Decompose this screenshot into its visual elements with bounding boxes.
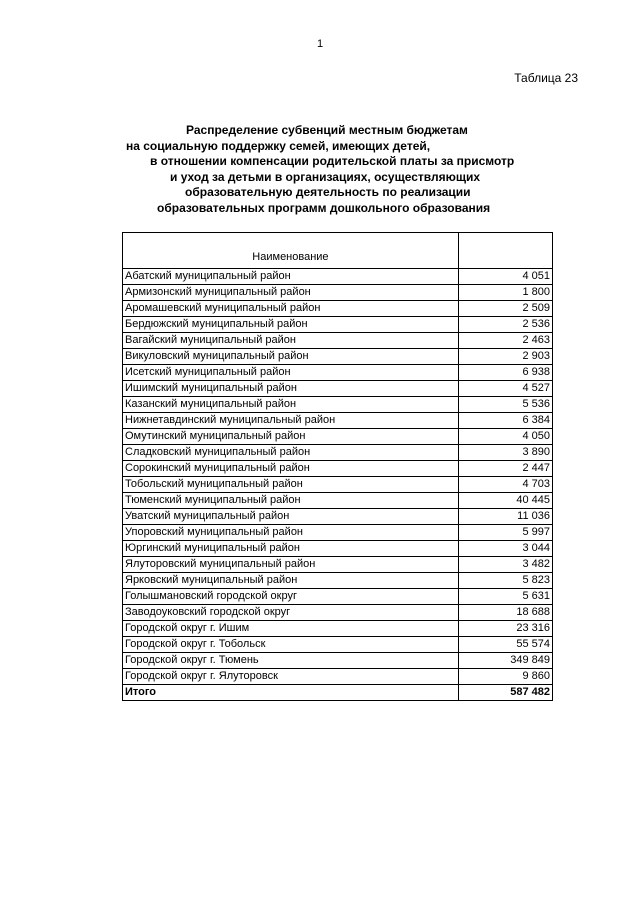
row-name: Городской округ г. Ялуторовск — [123, 669, 459, 685]
table-body — [123, 269, 553, 701]
page-number: 1 — [316, 38, 324, 50]
table-row — [123, 541, 553, 557]
row-name: Городской округ г. Тобольск — [123, 637, 459, 653]
header-name: Наименование — [123, 233, 459, 269]
table-row — [123, 477, 553, 493]
row-value: 4 527 — [458, 381, 552, 397]
row-value: 5 997 — [458, 525, 552, 541]
table-row — [123, 349, 553, 365]
title-line: образовательных программ дошкольного образования — [157, 200, 491, 215]
row-value: 6 938 — [458, 365, 552, 381]
title-line: в отношении компенсации родительской платы за присмотр — [150, 154, 515, 168]
table-row — [123, 301, 553, 317]
row-name: Нижнетавдинский муниципальный район — [123, 413, 459, 429]
row-value: 4 050 — [458, 429, 552, 445]
table-row — [123, 397, 553, 413]
row-name: Городской округ г. Тюмень — [123, 653, 459, 669]
table-row — [123, 589, 553, 605]
row-value: 11 036 — [458, 509, 552, 525]
row-name: Армизонский муниципальный район — [123, 285, 459, 301]
table-row — [123, 605, 553, 621]
table-row — [123, 461, 553, 477]
row-value: 2 903 — [458, 349, 552, 365]
title-line: и уход за детьми в организациях, осуществляющих — [170, 169, 481, 184]
row-value: 1 800 — [458, 285, 552, 301]
table-row — [123, 637, 553, 653]
row-value: 9 860 — [458, 669, 552, 685]
title-line: Распределение субвенций местным бюджетам — [186, 123, 468, 137]
table-row — [123, 653, 553, 669]
row-value: 3 890 — [458, 445, 552, 461]
row-name: Ишимский муниципальный район — [123, 381, 459, 397]
row-value: 3 044 — [458, 541, 552, 557]
table-row — [123, 669, 553, 685]
table-row — [123, 429, 553, 445]
table-row — [123, 413, 553, 429]
table-header-row — [123, 233, 553, 269]
row-name: Исетский муниципальный район — [123, 365, 459, 381]
table-row — [123, 317, 553, 333]
row-value: 18 688 — [458, 605, 552, 621]
row-name: Сорокинский муниципальный район — [123, 461, 459, 477]
table-row — [123, 381, 553, 397]
row-name: Бердюжский муниципальный район — [123, 317, 459, 333]
row-value: 349 849 — [458, 653, 552, 669]
row-value: 4 051 — [458, 269, 552, 285]
row-name: Ярковский муниципальный район — [123, 573, 459, 589]
row-name: Казанский муниципальный район — [123, 397, 459, 413]
table-row — [123, 557, 553, 573]
row-name: Юргинский муниципальный район — [123, 541, 459, 557]
row-name: Аромашевский муниципальный район — [123, 301, 459, 317]
document-title — [110, 123, 550, 216]
row-value: 4 703 — [458, 477, 552, 493]
row-name: Городской округ г. Ишим — [123, 621, 459, 637]
row-value: 40 445 — [458, 493, 552, 509]
table-row — [123, 493, 553, 509]
total-value: 587 482 — [458, 685, 552, 701]
row-name: Ялуторовский муниципальный район — [123, 557, 459, 573]
row-name: Сладковский муниципальный район — [123, 445, 459, 461]
row-name: Упоровский муниципальный район — [123, 525, 459, 541]
table-row — [123, 573, 553, 589]
row-value: 5 823 — [458, 573, 552, 589]
row-value: 5 536 — [458, 397, 552, 413]
row-name: Вагайский муниципальный район — [123, 333, 459, 349]
row-name: Заводоуковский городской округ — [123, 605, 459, 621]
table-row — [123, 525, 553, 541]
total-label: Итого — [123, 685, 459, 701]
table-row — [123, 333, 553, 349]
row-value: 2 509 — [458, 301, 552, 317]
table-row — [123, 365, 553, 381]
row-value: 3 482 — [458, 557, 552, 573]
title-line: на социальную поддержку семей, имеющих детей, — [126, 138, 431, 153]
subsidy-table — [122, 232, 553, 701]
row-value: 2 447 — [458, 461, 552, 477]
row-name: Абатский муниципальный район — [123, 269, 459, 285]
table-row — [123, 621, 553, 637]
total-row — [123, 685, 553, 701]
row-name: Викуловский муниципальный район — [123, 349, 459, 365]
row-name: Голышмановский городской округ — [123, 589, 459, 605]
table-row — [123, 269, 553, 285]
row-value: 2 463 — [458, 333, 552, 349]
row-value: 5 631 — [458, 589, 552, 605]
row-value: 6 384 — [458, 413, 552, 429]
row-value: 2 536 — [458, 317, 552, 333]
row-value: 23 316 — [458, 621, 552, 637]
row-name: Тобольский муниципальный район — [123, 477, 459, 493]
row-name: Омутинский муниципальный район — [123, 429, 459, 445]
row-name: Тюменский муниципальный район — [123, 493, 459, 509]
table-row — [123, 285, 553, 301]
table-label: Таблица 23 — [514, 71, 578, 85]
header-value — [458, 233, 552, 269]
title-line: образовательную деятельность по реализации — [185, 185, 471, 199]
table-row — [123, 509, 553, 525]
table-row — [123, 445, 553, 461]
row-name: Уватский муниципальный район — [123, 509, 459, 525]
row-value: 55 574 — [458, 637, 552, 653]
